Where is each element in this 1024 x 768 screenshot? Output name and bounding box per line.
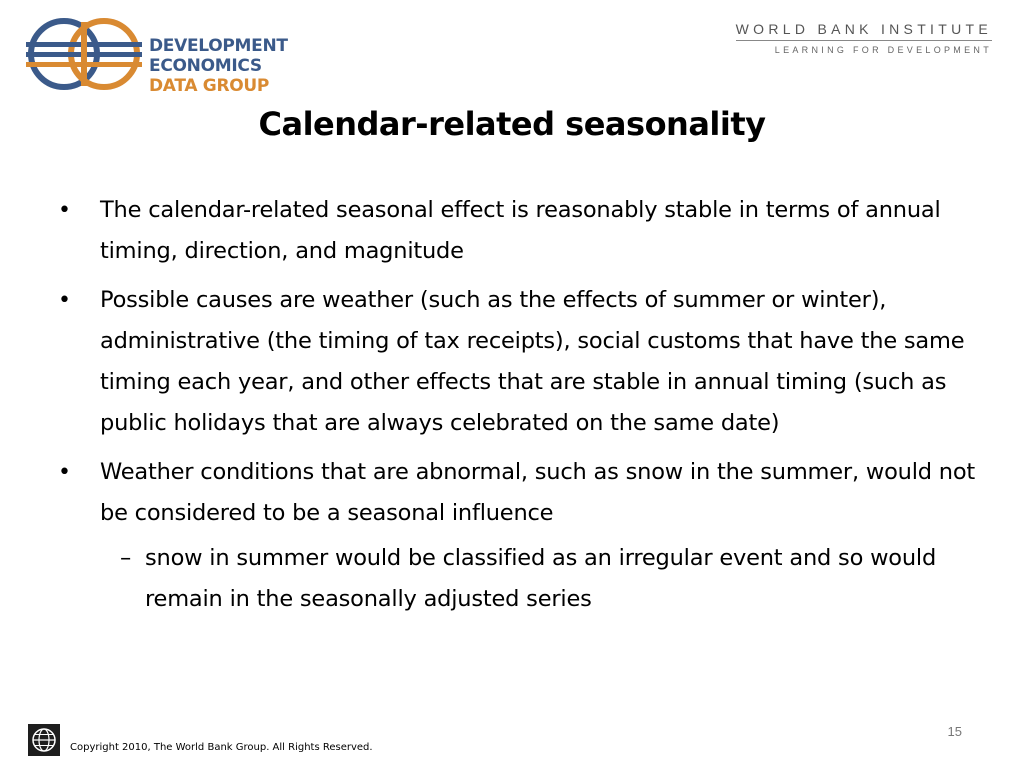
institute-header — [736, 20, 992, 56]
institute-subtitle: LEARNING FOR DEVELOPMENT — [774, 45, 992, 55]
world-bank-globe-icon — [28, 724, 60, 756]
bullet-text: The calendar-related seasonal effect is reasonably stable in terms of annual timing, direction, and magnitude — [100, 197, 941, 264]
bullet-item — [58, 280, 978, 444]
logo-text-line2: DATA GROUP — [149, 76, 270, 96]
sub-bullet-text: snow in summer would be classified as an irregular event and so would remain in the seasonally adjusted series — [145, 545, 937, 612]
bullet-item — [58, 452, 978, 534]
bullet-marker: • — [58, 198, 71, 223]
page-number: 15 — [947, 724, 962, 739]
globe-rings-logo-icon — [24, 14, 144, 94]
copyright-text: Copyright 2010, The World Bank Group. All Rights Reserved. — [70, 742, 373, 753]
institute-divider — [736, 40, 992, 41]
slide-body — [58, 190, 978, 620]
bullet-marker: • — [58, 288, 71, 313]
logo-text-line1: DEVELOPMENT ECONOMICS — [149, 36, 288, 76]
bullet-marker: • — [58, 460, 71, 485]
sub-bullet-marker: – — [120, 545, 132, 571]
sub-bullet-item — [100, 538, 978, 620]
bullet-text: Possible causes are weather (such as the effects of summer or winter), administrative (the timing of tax receipts), social customs that have the same timing each year, and other effects that are stable in annual timing (such as public holidays that are always celebrated on the same date) — [100, 287, 965, 436]
dec-logo — [24, 14, 354, 94]
bullet-item — [58, 190, 978, 272]
bullet-text: Weather conditions that are abnormal, such as snow in the summer, would not be considered to be a seasonal influence — [100, 459, 976, 526]
slide-title: Calendar-related seasonality — [258, 105, 766, 143]
institute-title: WORLD BANK INSTITUTE — [735, 21, 992, 37]
